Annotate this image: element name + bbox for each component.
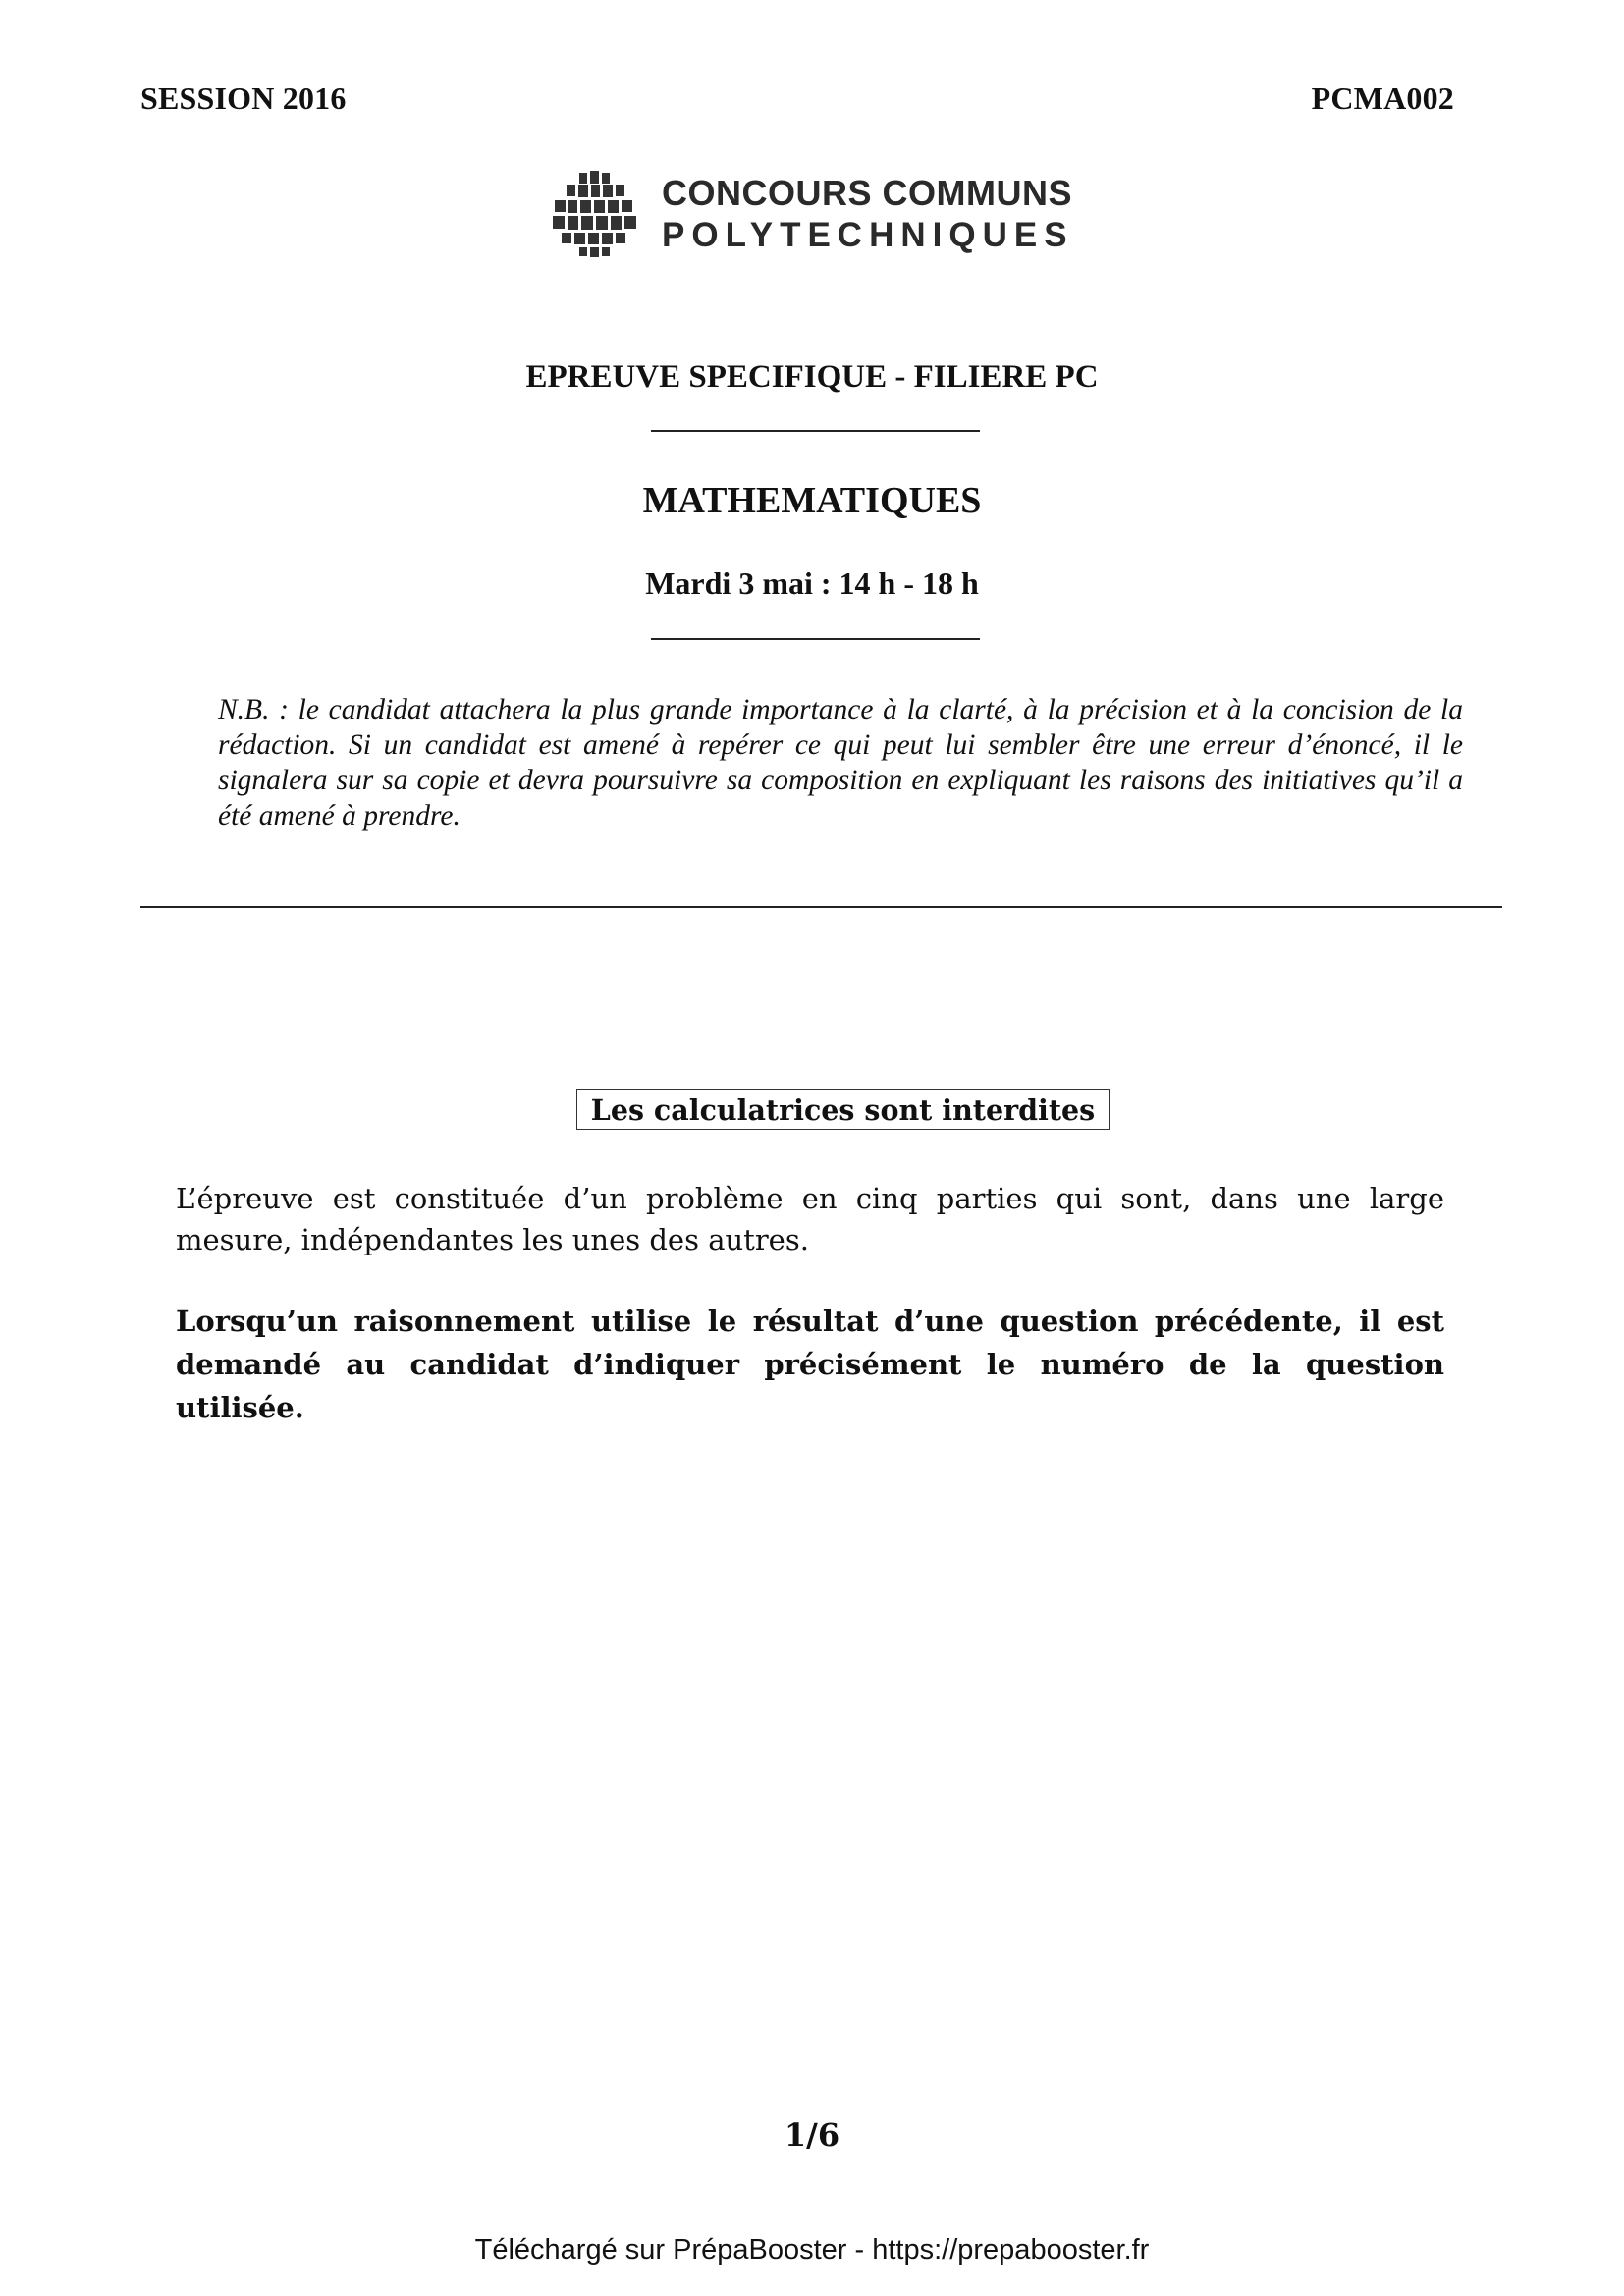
- session-label: SESSION 2016: [140, 80, 347, 116]
- exam-code: PCMA002: [1311, 80, 1454, 116]
- logo: [550, 167, 1074, 265]
- footer-download-note: Téléchargé sur PrépaBooster - https://prepabooster.fr: [474, 2234, 1150, 2266]
- logo-text-line1: CONCOURS COMMUNS: [662, 173, 1072, 213]
- calculator-notice: Les calculatrices sont interdites: [576, 1089, 1110, 1130]
- logo-mark-icon: [550, 171, 644, 261]
- nota-bene: N.B. : le candidat attachera la plus grande importance à la clarté, à la précision et à la concision de la rédaction. Si un candidat est amené à repérer ce qui peut lui sembler être une erreur d’énoncé, il le signalera sur sa copie et devra poursuivre sa composition en expliquant les raisons des initiatives qu’il a été amené à prendre.: [218, 694, 1463, 831]
- logo-text-line2: POLYTECHNIQUES: [662, 216, 1074, 254]
- exam-type: EPREUVE SPECIFIQUE - FILIERE PC: [525, 359, 1099, 395]
- section-divider: [140, 906, 1502, 908]
- intro-paragraph: L’épreuve est constituée d’un problème en cinq parties qui sont, dans une large mesure, indépendantes les unes des autres.: [176, 1182, 1444, 1256]
- exam-schedule: Mardi 3 mai : 14 h - 18 h: [645, 565, 979, 601]
- divider: [651, 430, 980, 432]
- subject-title: MATHEMATIQUES: [642, 480, 982, 521]
- page-number: 1/6: [784, 2116, 840, 2154]
- divider: [651, 638, 980, 640]
- instruction-paragraph: Lorsqu’un raisonnement utilise le résultat d’une question précédente, il est demandé au candidat d’indiquer précisément le numéro de la question utilisée.: [176, 1305, 1444, 1424]
